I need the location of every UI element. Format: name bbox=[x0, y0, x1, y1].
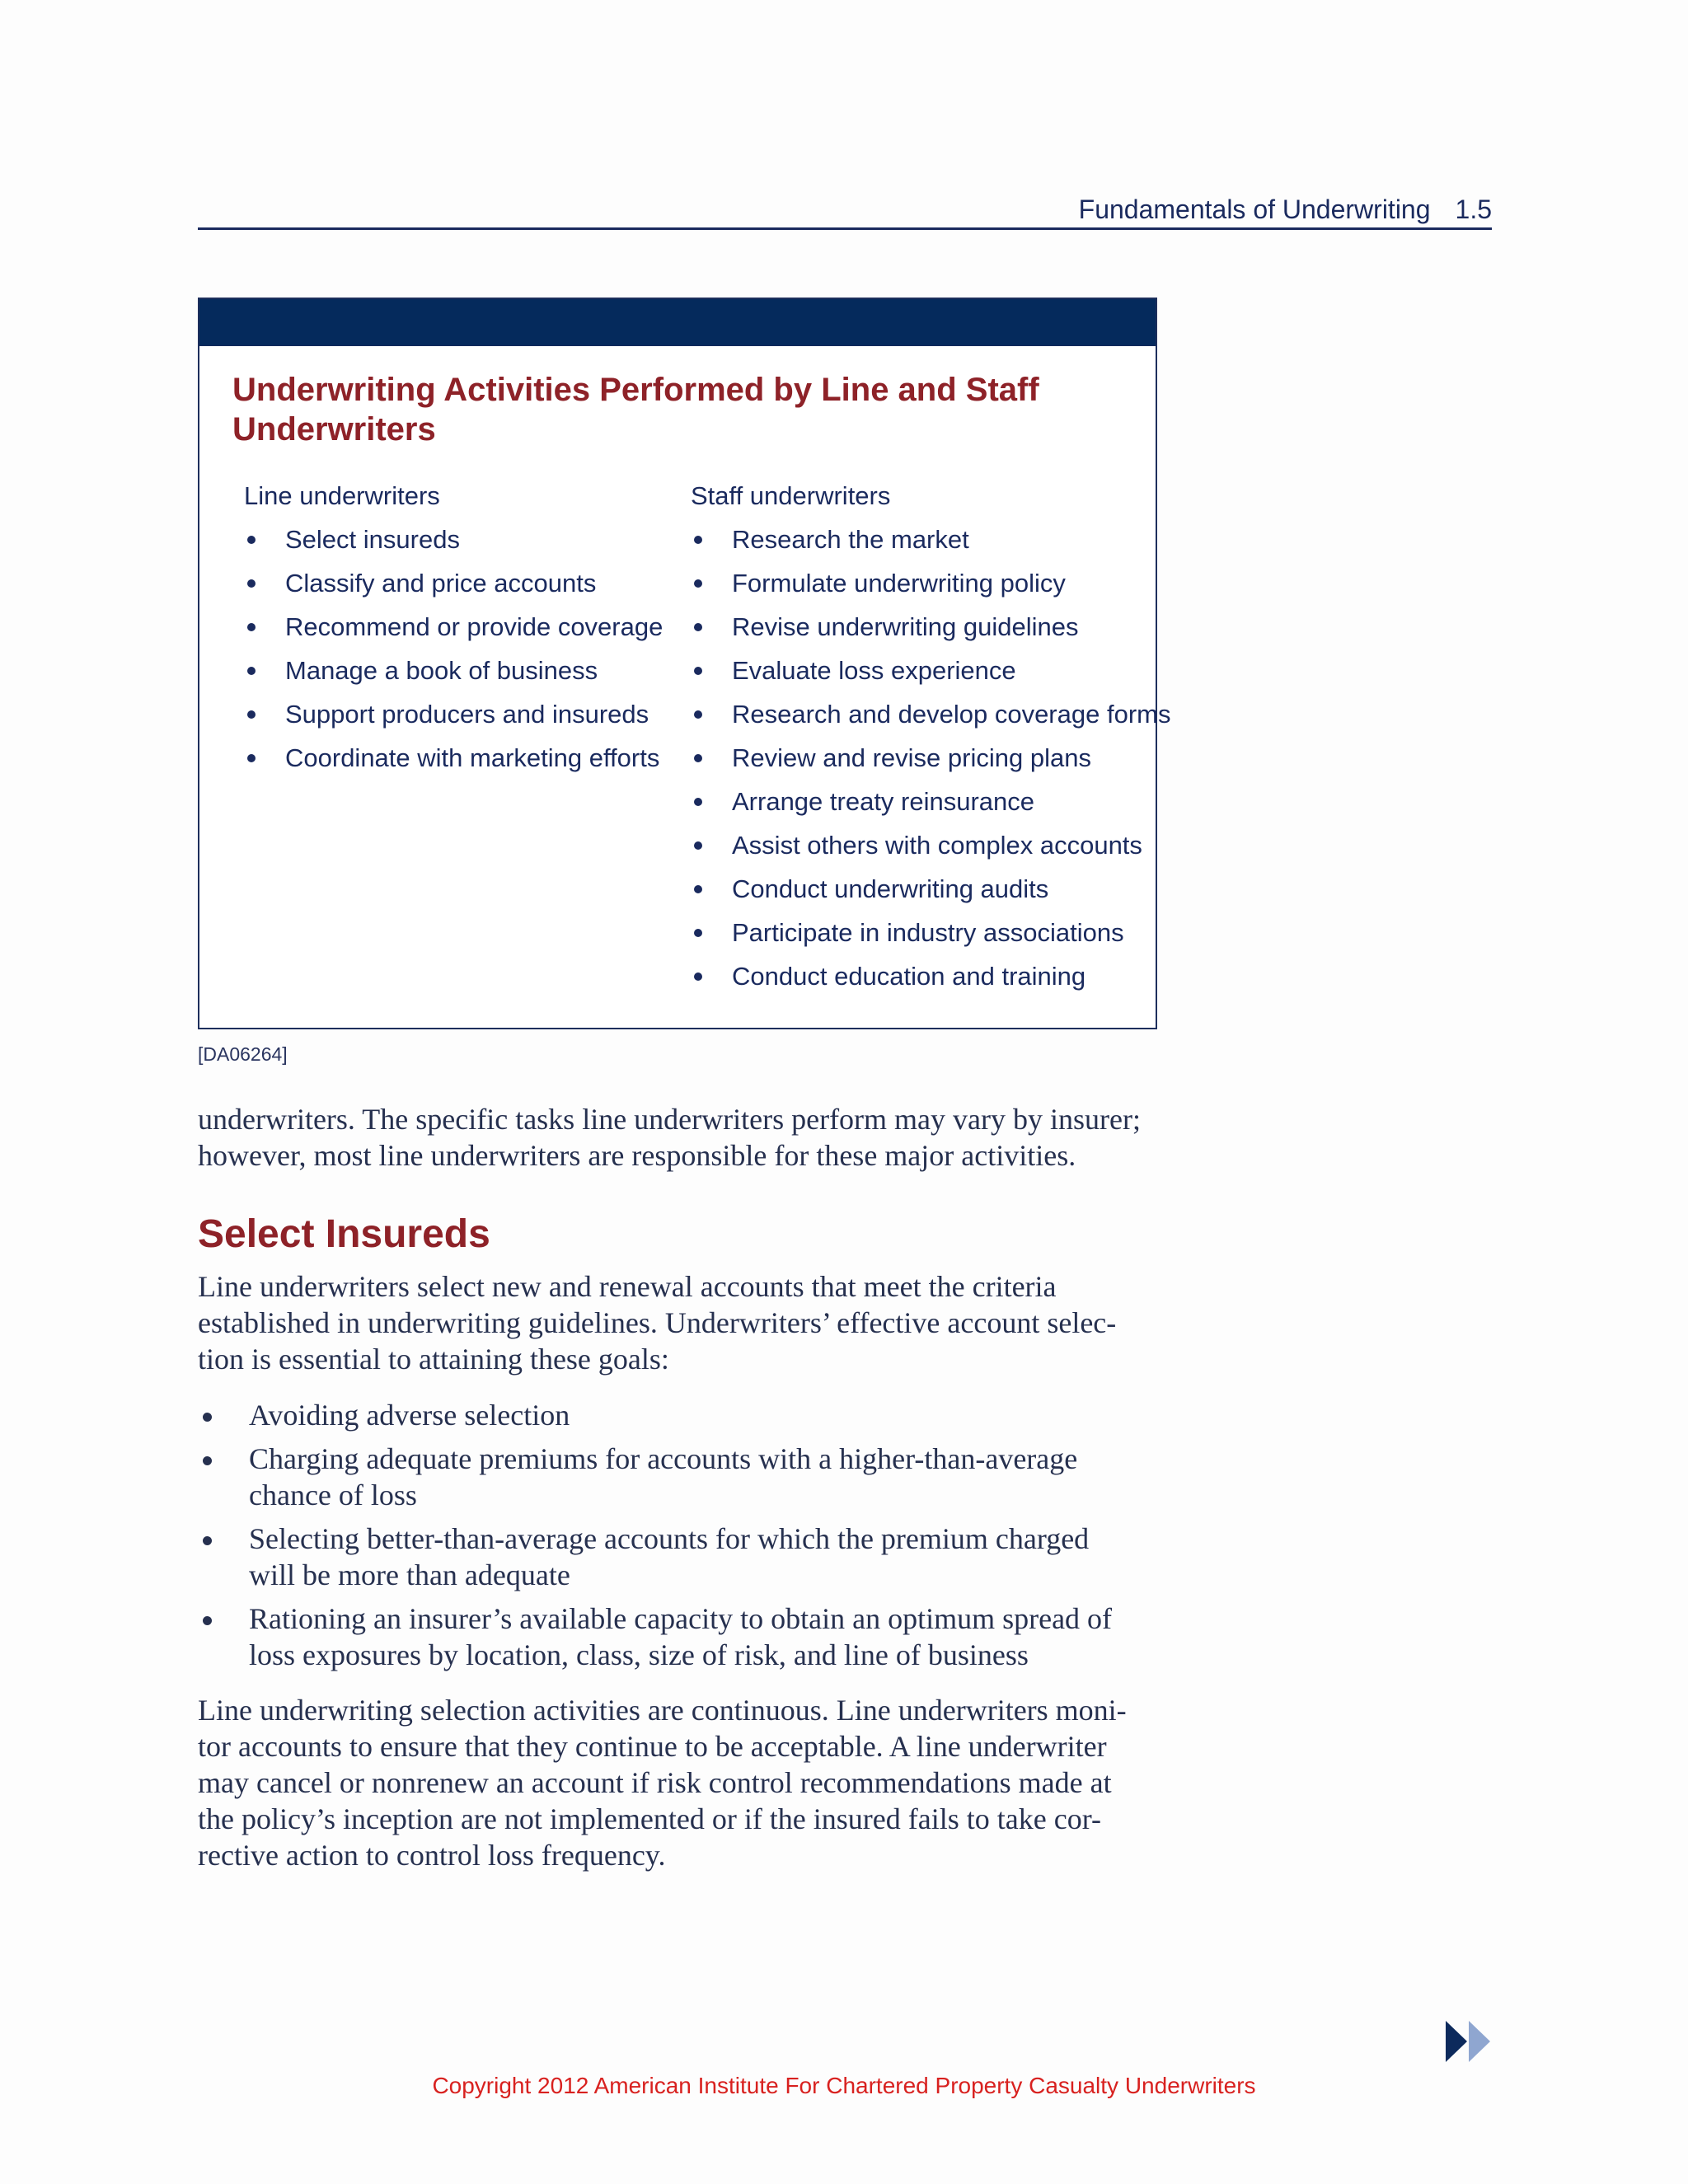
text-line: Rationing an insurer’s available capacity to obtain an optimum spread of bbox=[249, 1602, 1113, 1635]
list-item: Research and develop coverage forms bbox=[691, 692, 1152, 736]
running-head-title: Fundamentals of Underwriting bbox=[1078, 194, 1431, 224]
continuation-paragraph bbox=[198, 1101, 1162, 1174]
text-line: established in underwriting guidelines. Underwriters’ effective account selec- bbox=[198, 1306, 1117, 1339]
goals-list bbox=[198, 1397, 1162, 1680]
list-item: Select insureds bbox=[244, 518, 656, 561]
copyright-notice: Copyright 2012 American Institute For Chartered Property Casualty Underwriters bbox=[432, 2073, 1256, 2098]
text-line: may cancel or nonrenew an account if risk control recommendations made at bbox=[198, 1766, 1112, 1799]
text-line: Avoiding adverse selection bbox=[249, 1399, 570, 1432]
list-item: Coordinate with marketing efforts bbox=[244, 736, 656, 780]
list-item bbox=[198, 1601, 1162, 1673]
exhibit-code: [DA06264] bbox=[198, 1043, 288, 1065]
line-underwriters-list bbox=[244, 518, 663, 780]
section-heading: Select Insureds bbox=[198, 1212, 490, 1256]
exhibit-box bbox=[198, 298, 1171, 1029]
list-item: Research the market bbox=[691, 518, 1152, 561]
staff-underwriters-list bbox=[691, 518, 1171, 998]
list-item: Recommend or provide coverage bbox=[244, 605, 656, 649]
text-line: rective action to control loss frequency. bbox=[198, 1839, 666, 1872]
line-underwriters-heading: Line underwriters bbox=[244, 481, 440, 510]
list-item: Arrange treaty reinsurance bbox=[691, 780, 1152, 823]
text-line: chance of loss bbox=[249, 1479, 417, 1511]
double-right-arrow-icon[interactable] bbox=[1446, 2021, 1492, 2062]
text-line: Selecting better-than-average accounts for which the premium charged bbox=[249, 1522, 1090, 1555]
list-item: Assist others with complex accounts bbox=[691, 823, 1152, 867]
line-underwriters-column bbox=[244, 474, 663, 780]
list-item: Conduct education and training bbox=[691, 954, 1152, 998]
text-line: the policy’s inception are not implemented or if the insured fails to take cor- bbox=[198, 1802, 1101, 1835]
text-line: underwriters. The specific tasks line underwriters perform may vary by insurer; bbox=[198, 1103, 1141, 1136]
list-item: Evaluate loss experience bbox=[691, 649, 1152, 692]
text-line: will be more than adequate bbox=[249, 1558, 570, 1591]
text-line: tor accounts to ensure that they continue to be acceptable. A line underwriter bbox=[198, 1730, 1107, 1763]
list-item bbox=[198, 1441, 1162, 1513]
list-item: Conduct underwriting audits bbox=[691, 867, 1152, 911]
list-item: Participate in industry associations bbox=[691, 911, 1152, 954]
list-item: Support producers and insureds bbox=[244, 692, 656, 736]
exhibit-title: Underwriting Activities Performed by Line and Staff Underwriters bbox=[232, 372, 1039, 448]
list-item bbox=[198, 1521, 1162, 1593]
text-line: Line underwriters select new and renewal accounts that meet the criteria bbox=[198, 1270, 1057, 1303]
list-item: Revise underwriting guidelines bbox=[691, 605, 1152, 649]
text-line: however, most line underwriters are responsible for these major activities. bbox=[198, 1139, 1076, 1172]
text-line: tion is essential to attaining these goals: bbox=[198, 1343, 669, 1376]
list-item: Review and revise pricing plans bbox=[691, 736, 1152, 780]
page-number: 1.5 bbox=[1455, 194, 1492, 224]
header-rule bbox=[198, 227, 1492, 230]
staff-underwriters-heading: Staff underwriters bbox=[691, 481, 891, 510]
list-item: Classify and price accounts bbox=[244, 561, 656, 605]
text-line: Charging adequate premiums for accounts with a higher-than-average bbox=[249, 1442, 1078, 1475]
text-line: Line underwriting selection activities are continuous. Line underwriters moni- bbox=[198, 1694, 1127, 1727]
text-line: loss exposures by location, class, size of risk, and line of business bbox=[249, 1638, 1029, 1671]
next-page-arrow-graphic bbox=[1446, 2021, 1492, 2062]
list-item: Manage a book of business bbox=[244, 649, 656, 692]
exhibit-title-band bbox=[199, 299, 1156, 346]
running-head bbox=[898, 194, 1492, 225]
staff-underwriters-column bbox=[691, 474, 1171, 998]
list-item: Formulate underwriting policy bbox=[691, 561, 1152, 605]
closing-paragraph bbox=[198, 1692, 1162, 1873]
intro-paragraph bbox=[198, 1268, 1162, 1377]
list-item bbox=[198, 1397, 1162, 1433]
